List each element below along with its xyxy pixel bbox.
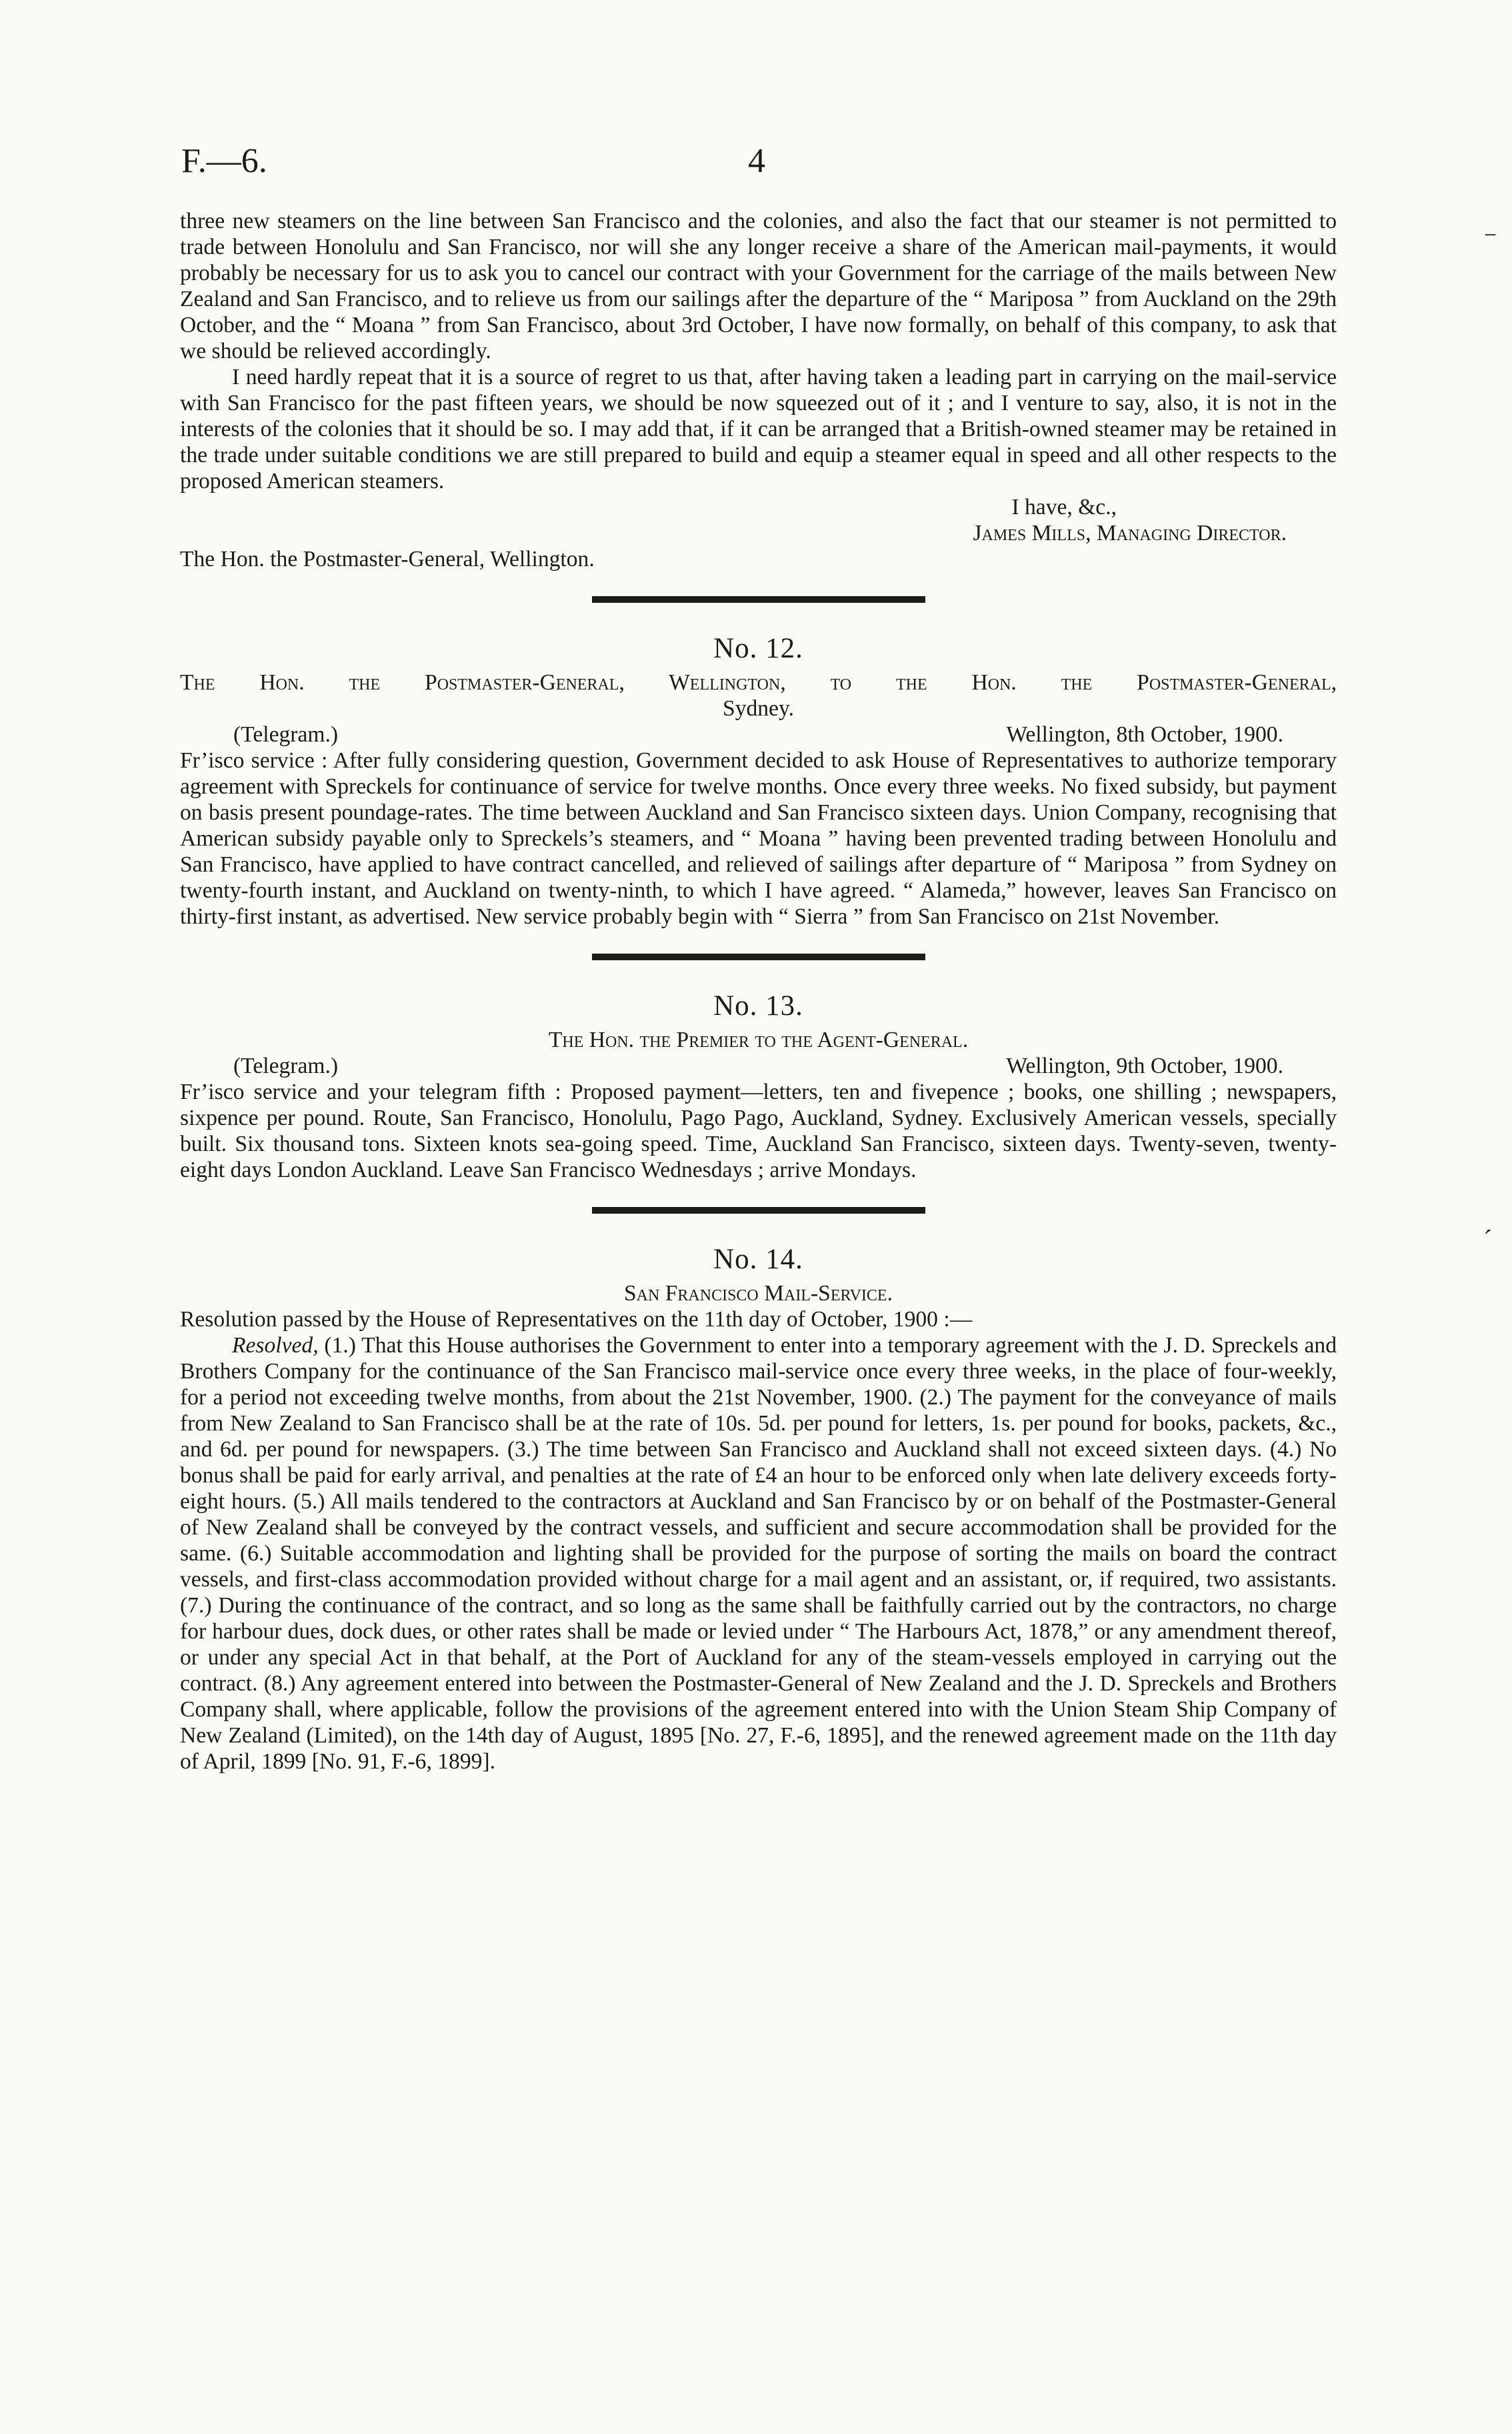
- no12-telegram-label: (Telegram.): [233, 722, 339, 747]
- letter-signature: James Mills, Managing Director.: [973, 521, 1287, 545]
- no14-resolution-text: [180, 1332, 1337, 1774]
- no13-telegram-label: (Telegram.): [233, 1054, 339, 1078]
- section-divider: [592, 596, 925, 603]
- section-divider: [592, 1207, 925, 1214]
- resolution-body: (1.) That this House authorises the Government to enter into a temporary agreement with the J. D. Spreckels and Brothers Company for the continuance of the San Francisco mail-service once every three weeks, in the place of four-weekly, for a period not exceeding twelve months, from about the 21st November, 1900. (2.) The payment for the conveyance of mails from New Zealand to San Francisco shall be at the rate of 10s. 5d. per pound for letters, 1s. per pound for books, packets, &c., and 6d. per pound for newspapers. (3.) The time between San Francisco and Auckland shall not exceed sixteen days. (4.) No bonus shall be paid for early arrival, and penalties at the rate of £4 an hour to be enforced only when late delivery exceeds forty-eight hours. (5.) All mails tendered to the contractors at Auckland and San Francisco by or on behalf of the Postmaster-General of New Zealand shall be conveyed by the contract vessels, and sufficient and secure accommodation shall be provided for the same. (6.) Suitable accommodation and lighting shall be provided for the purpose of sorting the mails on board the contract vessels, and first-class accommodation provided without charge for a mail agent and an assistant, or, if required, two assistants. (7.) During the continuance of the contract, and so long as the same shall be faithfully carried out by the contractors, no charge for harbour dues, dock dues, or other rates shall be made or levied under “ The Harbours Act, 1878,” or any amendment thereof, or under any special Act in that behalf, at the Port of Auckland for any of the steam-vessels employed in carrying out the contract. (8.) Any agreement entered into between the Postmaster-General of New Zealand and the J. D. Spreckels and Brothers Company shall, where applicable, follow the provisions of the agreement entered into with the Union Steam Ship Company of New Zealand (Limited), on the 14th day of August, 1895 [No. 27, F.-6, 1895], and the renewed agreement made on the 11th day of April, 1899 [No. 91, F.-6, 1899].: [180, 1333, 1337, 1774]
- resolved-word: Resolved,: [232, 1333, 319, 1358]
- paper-reference: F.—6.: [181, 142, 267, 180]
- section-heading-no14: No. 14.: [713, 1244, 803, 1275]
- no12-telegram-text: Fr’isco service : After fully considering question, Government decided to ask House of Representatives to authorize temporary agreement with Spreckels for continuance of service for twelve months. Once every three weeks. No fixed subsidy, but payment on basis present poundage-rates. The time between Auckland and San Francisco sixteen days. Union Company, recognising that American subsidy payable only to Spreckels’s steamers, and “ Moana ” having been prevented trading between Honolulu and San Francisco, have applied to have contract cancelled, and relieved of sailings after departure of “ Mariposa ” from Sydney on twenty-fourth instant, and Auckland on twenty-ninth, to which I have agreed. “ Alameda,” however, leaves San Francisco on thirty-first instant, as advertised. New service probably begin with “ Sierra ” from San Francisco on 21st November.: [180, 748, 1337, 929]
- section-heading-no13: No. 13.: [713, 990, 803, 1022]
- no14-intro: Resolution passed by the House of Representatives on the 11th day of October, 1900 :—: [180, 1307, 973, 1332]
- no12-telegram-line: [180, 722, 1337, 748]
- margin-mark: ˊ: [1483, 1224, 1493, 1254]
- document-body: [180, 208, 1337, 1774]
- no13-place-date: Wellington, 9th October, 1900.: [1006, 1054, 1283, 1078]
- section-heading-no12: No. 12.: [713, 633, 803, 664]
- no13-from-to: The Hon. the Premier to the Agent-General.: [548, 1028, 969, 1052]
- no14-subtitle: San Francisco Mail-Service.: [624, 1281, 893, 1306]
- page-header: [175, 141, 1341, 188]
- no12-place-date: Wellington, 8th October, 1900.: [1006, 722, 1283, 747]
- section-divider: [592, 954, 925, 960]
- no12-from-to-cont: Sydney.: [723, 696, 794, 721]
- margin-mark: ⁻: [1483, 224, 1498, 254]
- letter-addressee: The Hon. the Postmaster-General, Wellington.: [180, 547, 595, 571]
- no12-from-to: The Hon. the Postmaster-General, Wellington, to the Hon. the Postmaster-General,: [180, 670, 1337, 695]
- letter-paragraph-1: three new steamers on the line between San Francisco and the colonies, and also the fact that our steamer is not permitted to trade between Honolulu and San Francisco, nor will she any longer receive a share of the American mail-payments, it would probably be necessary for us to ask you to cancel our contract with your Government for the carriage of the mails between New Zealand and San Francisco, and to relieve us from our sailings after the departure of the “ Mariposa ” from Auckland on the 29th October, and the “ Moana ” from San Francisco, about 3rd October, I have now formally, on behalf of this company, to ask that we should be relieved accordingly.: [180, 209, 1337, 363]
- letter-closing: I have, &c.,: [1011, 495, 1117, 519]
- page-number: 4: [748, 142, 765, 180]
- letter-paragraph-2: I need hardly repeat that it is a source of regret to us that, after having taken a leading part in carrying on the mail-service with San Francisco for the past fifteen years, we should be now squeezed out of it ; and I venture to say, also, it is not in the interests of the colonies that it should be so. I may add that, if it can be arranged that a British-owned steamer may be retained in the trade under suitable conditions we are still prepared to build and equip a steamer equal in speed and all other respects to the proposed American steamers.: [180, 365, 1337, 493]
- no13-telegram-line: [180, 1053, 1337, 1079]
- no13-telegram-text: Fr’isco service and your telegram fifth : Proposed payment—letters, ten and fivepence ; books, one shilling ; newspapers, sixpence per pound. Route, San Francisco, Honolulu, Pago Pago, Auckland, Sydney. Exclusively American vessels, specially built. Six thousand tons. Sixteen knots sea-going speed. Time, Auckland San Francisco, sixteen days. Twenty-seven, twenty-eight days London Auckland. Leave San Francisco Wednesdays ; arrive Mondays.: [180, 1080, 1337, 1182]
